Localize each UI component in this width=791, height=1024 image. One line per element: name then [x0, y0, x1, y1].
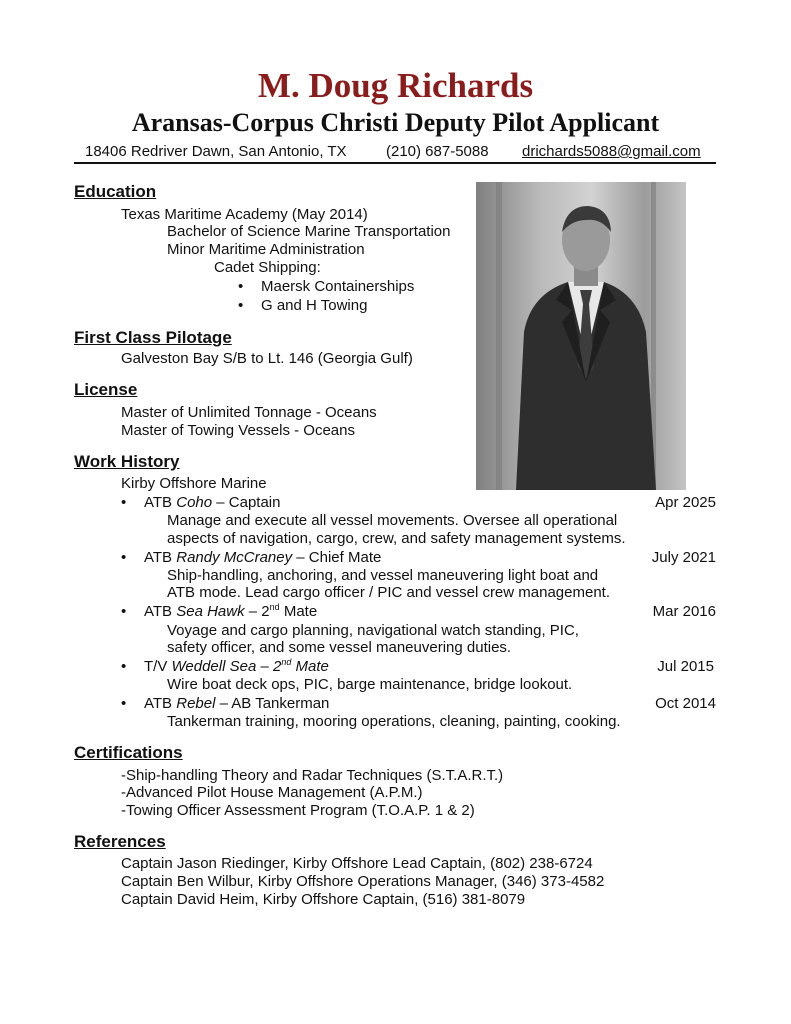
education-heading: Education [74, 182, 157, 201]
bullet-icon: • [121, 494, 127, 511]
bullet-icon: • [121, 695, 127, 712]
job-description: Ship-handling, anchoring, and vessel maneuvering light boat and [167, 567, 599, 584]
cadet-item: G and H Towing [261, 297, 368, 314]
phone: (210) 687-5088 [386, 143, 489, 160]
reference-item: Captain David Heim, Kirby Offshore Captain, (516) 381-8079 [121, 891, 526, 908]
license-heading: License [74, 380, 138, 399]
job-title: ATB Sea Hawk – 2nd Mate [144, 602, 318, 620]
applicant-name: M. Doug Richards [257, 66, 534, 105]
address: 18406 Redriver Dawn, San Antonio, TX [85, 143, 347, 160]
references-heading: References [74, 832, 166, 851]
reference-item: Captain Jason Riedinger, Kirby Offshore Lead Captain, (802) 238-6724 [121, 855, 593, 872]
vessel-name: Sea Hawk [176, 603, 245, 620]
pilotage-route: Galveston Bay S/B to Lt. 146 (Georgia Gulf) [121, 350, 413, 367]
bullet-icon: • [238, 297, 244, 314]
email-link[interactable]: drichards5088@gmail.com [522, 143, 701, 160]
job-description: Voyage and cargo planning, navigational watch standing, PIC, [167, 622, 579, 639]
job-date: Jul 2015 [657, 658, 714, 675]
school: Texas Maritime Academy (May 2014) [121, 206, 368, 223]
vessel-name: Randy McCraney [176, 549, 293, 566]
job-date: Apr 2025 [655, 494, 716, 511]
job-description: safety officer, and some vessel maneuvering duties. [167, 639, 512, 656]
job-title: T/V Weddell Sea – 2nd Mate [144, 657, 329, 675]
degree: Bachelor of Science Marine Transportation [167, 223, 451, 240]
applicant-title: Aransas-Corpus Christi Deputy Pilot Applicant [131, 108, 660, 137]
job-title: ATB Coho – Captain [144, 494, 281, 511]
minor: Minor Maritime Administration [167, 241, 365, 258]
job-description: aspects of navigation, cargo, crew, and safety management systems. [167, 530, 626, 547]
certification-item: -Ship-handling Theory and Radar Techniques (S.T.A.R.T.) [121, 767, 504, 784]
bullet-icon: • [121, 603, 127, 620]
vessel-name: Weddell Sea – 2nd Mate [171, 657, 329, 675]
job-description: Tankerman training, mooring operations, cleaning, painting, cooking. [167, 713, 621, 730]
job-title: ATB Randy McCraney – Chief Mate [144, 549, 382, 566]
vessel-name: Rebel [176, 695, 216, 712]
certifications-heading: Certifications [74, 743, 183, 762]
work-history-heading: Work History [74, 452, 180, 471]
job-description: ATB mode. Lead cargo officer / PIC and vessel crew management. [167, 584, 610, 601]
bullet-icon: • [121, 549, 127, 566]
bullet-icon: • [121, 658, 127, 675]
header-divider [74, 162, 716, 164]
cadet-shipping-label: Cadet Shipping: [214, 259, 321, 276]
certification-item: -Towing Officer Assessment Program (T.O.A.P. 1 & 2) [121, 802, 475, 819]
license-line: Master of Unlimited Tonnage - Oceans [121, 404, 377, 421]
license-line: Master of Towing Vessels - Oceans [121, 422, 355, 439]
job-date: Mar 2016 [652, 603, 716, 620]
cadet-item: Maersk Containerships [261, 278, 415, 295]
job-title: ATB Rebel – AB Tankerman [144, 695, 330, 712]
job-date: Oct 2014 [655, 695, 716, 712]
job-description: Wire boat deck ops, PIC, barge maintenance, bridge lookout. [167, 676, 573, 693]
job-date: July 2021 [651, 549, 716, 566]
job-description: Manage and execute all vessel movements. Oversee all operational [167, 512, 618, 529]
vessel-name: Coho [176, 494, 213, 511]
reference-item: Captain Ben Wilbur, Kirby Offshore Operations Manager, (346) 373-4582 [121, 873, 605, 890]
bullet-icon: • [238, 278, 244, 295]
certification-item: -Advanced Pilot House Management (A.P.M.) [121, 784, 423, 801]
employer: Kirby Offshore Marine [121, 475, 267, 492]
pilotage-heading: First Class Pilotage [74, 328, 232, 347]
profile-photo [476, 182, 686, 490]
